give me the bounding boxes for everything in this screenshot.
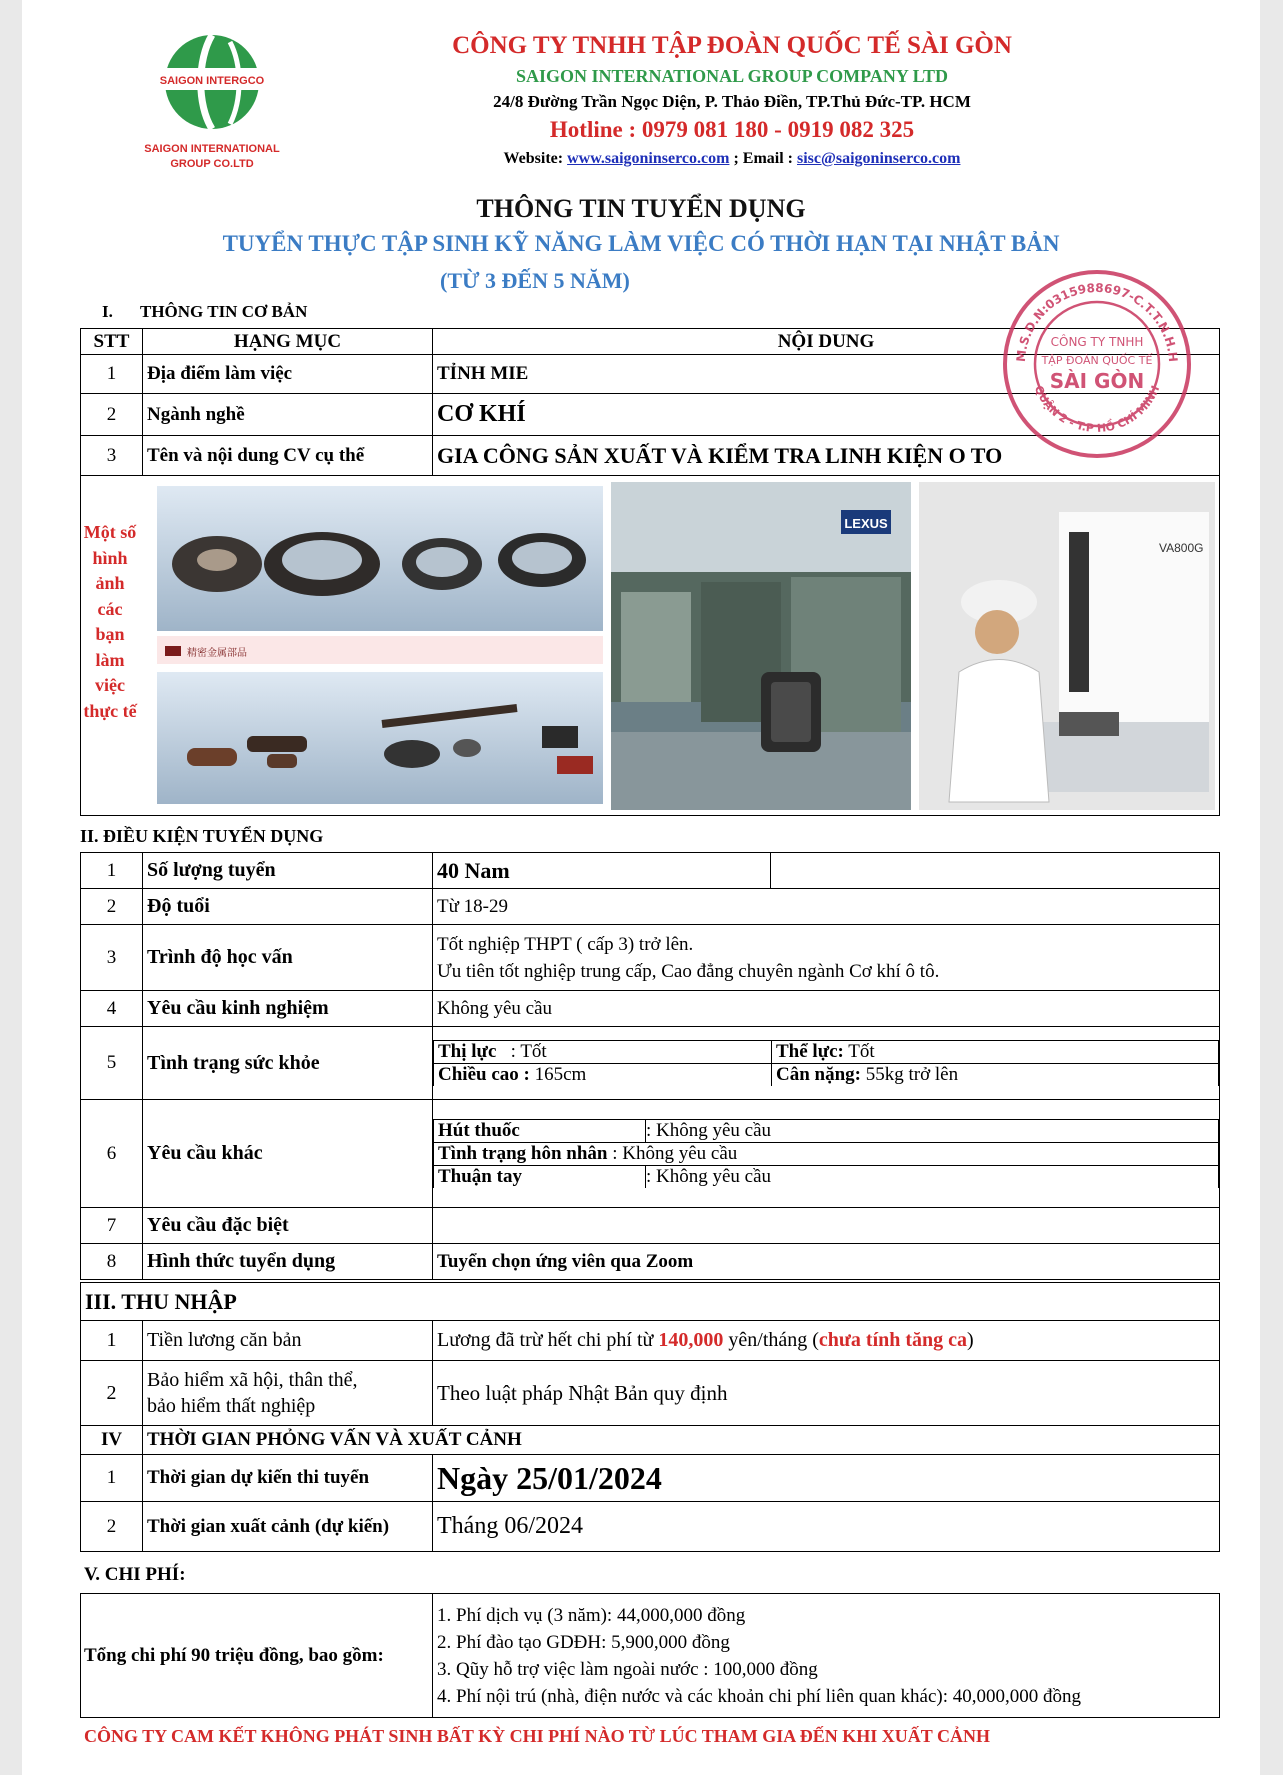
recruitment-method-value: Tuyển chọn ứng viên qua Zoom — [433, 1244, 1220, 1280]
marital-cell — [434, 1143, 1219, 1166]
factory-photo — [611, 482, 911, 810]
table-row — [81, 1502, 1220, 1552]
contact-line — [282, 150, 1182, 168]
work-photos-row — [80, 476, 1220, 816]
email-label: Email : — [742, 150, 793, 167]
row-item: Số lượng tuyển — [143, 853, 433, 889]
table-row — [81, 1594, 1220, 1718]
salary-text-post: ) — [967, 1329, 974, 1351]
row-item: Yêu cầu kinh nghiệm — [143, 991, 433, 1027]
special-requirements-value — [433, 1208, 1220, 1244]
row-number: 3 — [81, 436, 143, 476]
row-item: Địa điểm làm việc — [143, 355, 433, 394]
table-row — [81, 853, 1220, 889]
table-row — [81, 1455, 1220, 1502]
weight-label: Cân nặng: — [776, 1064, 861, 1085]
table-row — [81, 1027, 1220, 1100]
fitness-cell — [772, 1041, 1219, 1064]
header-content: NỘI DUNG — [433, 329, 1220, 355]
row-item: Độ tuổi — [143, 889, 433, 925]
section-3-header-row — [81, 1283, 1220, 1321]
website-link[interactable]: www.saigoninserco.com — [567, 150, 730, 167]
experience-value: Không yêu cầu — [433, 991, 1220, 1027]
table-row — [81, 1244, 1220, 1280]
salary-text-mid: yên/tháng ( — [723, 1329, 819, 1351]
logo-caption-2: GROUP CO.LTD — [170, 158, 254, 170]
row-item: Thời gian xuất cảnh (dự kiến) — [143, 1502, 433, 1552]
table-row — [81, 1208, 1220, 1244]
section-3-title: III. THU NHẬP — [81, 1283, 1220, 1321]
section-1-title-text: THÔNG TIN CƠ BẢN — [140, 302, 308, 321]
exam-date-value: Ngày 25/01/2024 — [433, 1455, 1220, 1502]
seal-ring-text: M.S.D.N:0315988697-C.T.T.N.H.H — [1013, 280, 1181, 363]
seal-bottom-text: QUẬN 2 - T.P HỒ CHÍ MINH — [1031, 383, 1163, 436]
weight-value: 55kg trở lên — [861, 1064, 959, 1085]
handedness-label: Thuận tay — [434, 1166, 646, 1189]
document-subtitle: TUYỂN THỰC TẬP SINH KỸ NĂNG LÀM VIỆC CÓ THỜI HẠN TẠI NHẬT BẢN — [222, 231, 1060, 256]
salary-note: chưa tính tăng ca — [818, 1329, 968, 1351]
row-number: 6 — [81, 1100, 143, 1208]
salary-amount: 140,000 — [658, 1329, 724, 1351]
company-address: 24/8 Đường Trần Ngọc Diện, P. Thảo Điền, TP.Thủ Đức-TP. HCM — [493, 92, 971, 111]
height-cell — [434, 1064, 772, 1087]
row-item: Hình thức tuyển dụng — [143, 1244, 433, 1280]
row-item: Yêu cầu khác — [143, 1100, 433, 1208]
inspection-photo — [919, 482, 1215, 810]
section-1-title — [102, 302, 307, 322]
fitness-label: Thể lực: — [776, 1041, 844, 1062]
health-cell — [433, 1027, 1220, 1100]
smoking-label: Hút thuốc — [434, 1120, 646, 1143]
marital-value: : Không yêu cầu — [607, 1143, 738, 1164]
website-label: Website: — [503, 150, 564, 167]
cost-items — [433, 1594, 1220, 1718]
age-value: Từ 18-29 — [433, 889, 1220, 925]
section-4-title: THỜI GIAN PHỎNG VẤN VÀ XUẤT CẢNH — [143, 1426, 1220, 1455]
industry-value: CƠ KHÍ — [433, 394, 1220, 436]
insurance-label-1: Bảo hiểm xã hội, thân thể, — [147, 1369, 358, 1391]
row-number: 2 — [81, 1502, 143, 1552]
row-number: 1 — [81, 355, 143, 394]
quantity-value: 40 Nam — [433, 853, 771, 889]
photo-strip-label: 精密金属部品 — [187, 648, 247, 659]
company-name-en: SAIGON INTERNATIONAL GROUP COMPANY LTD — [515, 66, 949, 86]
education-line-2: Ưu tiên tốt nghiệp trung cấp, Cao đẳng chuyên ngành Cơ khí ô tô. — [437, 960, 940, 982]
logo-caption-1: SAIGON INTERNATIONAL — [144, 143, 280, 155]
table-row — [81, 991, 1220, 1027]
total-cost-label: Tổng chi phí 90 triệu đồng, bao gồm: — [81, 1594, 433, 1718]
cost-item: 3. Qũy hỗ trợ việc làm ngoài nước : 100,000 đồng — [437, 1658, 818, 1680]
commitment-note: CÔNG TY CAM KẾT KHÔNG PHÁT SINH BẤT KỲ CHI PHÍ NÀO TỪ LÚC THAM GIA ĐẾN KHI XUẤT CẢNH — [84, 1726, 990, 1746]
height-label: Chiều cao : — [438, 1064, 530, 1085]
weight-cell — [772, 1064, 1219, 1087]
table-row — [81, 925, 1220, 991]
seal-line-3: SÀI GÒN — [1049, 369, 1145, 393]
row-number: 2 — [81, 889, 143, 925]
height-value: 165cm — [529, 1064, 587, 1085]
insurance-value: Theo luật pháp Nhật Bản quy định — [433, 1361, 1220, 1426]
factory-sign: LEXUS — [844, 516, 888, 531]
section-4-header-row — [81, 1426, 1220, 1455]
parts-photo — [157, 486, 603, 804]
table-row — [81, 889, 1220, 925]
work-location-value: TỈNH MIE — [433, 355, 1220, 394]
empty-cell — [771, 853, 1220, 889]
row-number: 3 — [81, 925, 143, 991]
machine-label: VA800G — [1159, 541, 1204, 555]
fitness-value: Tốt — [843, 1041, 875, 1062]
education-value — [433, 925, 1220, 991]
row-item: Thời gian dự kiến thi tuyển — [143, 1455, 433, 1502]
row-number: 5 — [81, 1027, 143, 1100]
header-stt: STT — [81, 329, 143, 355]
salary-text-pre: Lương đã trừ hết chi phí từ — [437, 1329, 659, 1351]
vision-cell — [434, 1041, 772, 1064]
row-item: Trình độ học vấn — [143, 925, 433, 991]
recruitment-sheet — [22, 0, 1260, 1775]
other-requirements-subtable — [433, 1119, 1219, 1188]
photo-caption: Một số hình ảnh các bạn làm việc thực tế — [83, 522, 137, 721]
smoking-value: : Không yêu cầu — [646, 1120, 1219, 1143]
row-item: Yêu cầu đặc biệt — [143, 1208, 433, 1244]
row-number: 2 — [81, 394, 143, 436]
contact-separator: ; — [733, 150, 739, 167]
departure-date-value: Tháng 06/2024 — [433, 1502, 1220, 1552]
document-duration: (TỪ 3 ĐẾN 5 NĂM) — [440, 268, 630, 293]
header-item: HẠNG MỤC — [143, 329, 433, 355]
job-description-value: GIA CÔNG SẢN XUẤT VÀ KIỂM TRA LINH KIỆN O TO — [433, 436, 1220, 476]
row-number: 1 — [81, 1321, 143, 1361]
seal-line-2: TẬP ĐOÀN QUỐC TẾ — [1041, 354, 1153, 367]
vision-value: : Tốt — [496, 1041, 547, 1062]
row-number: 8 — [81, 1244, 143, 1280]
row-item: Tình trạng sức khỏe — [143, 1027, 433, 1100]
other-requirements-cell — [433, 1100, 1220, 1208]
insurance-label-2: bảo hiểm thất nghiệp — [147, 1395, 316, 1417]
section-1-number: I. — [102, 302, 113, 321]
company-seal — [997, 264, 1197, 464]
row-item: Tiền lương căn bản — [143, 1321, 433, 1361]
hotline: Hotline : 0979 081 180 - 0919 082 325 — [549, 117, 915, 142]
logo-text: SAIGON INTERGCO — [159, 75, 265, 87]
marital-label: Tình trạng hôn nhân — [438, 1143, 608, 1164]
email-link[interactable]: sisc@saigoninserco.com — [797, 150, 961, 167]
vision-label: Thị lực — [438, 1041, 497, 1062]
income-and-schedule-table — [80, 1282, 1220, 1552]
company-name-vn: CÔNG TY TNHH TẬP ĐOÀN QUỐC TẾ SÀI GÒN — [452, 32, 1012, 59]
row-number: 7 — [81, 1208, 143, 1244]
section-5-title: V. CHI PHÍ: — [84, 1564, 186, 1585]
section-2-title: II. ĐIỀU KIỆN TUYỂN DỤNG — [80, 826, 324, 846]
table-row — [81, 1361, 1220, 1426]
row-number: 4 — [81, 991, 143, 1027]
cost-item: 2. Phí đào tạo GDĐH: 5,900,000 đồng — [437, 1631, 730, 1653]
row-item — [143, 1361, 433, 1426]
table-row — [81, 1321, 1220, 1361]
seal-line-1: CÔNG TY TNHH — [1050, 335, 1144, 349]
table-row — [81, 1100, 1220, 1208]
document-title: THÔNG TIN TUYỂN DỤNG — [476, 194, 806, 223]
row-number: 1 — [81, 1455, 143, 1502]
row-number: 2 — [81, 1361, 143, 1426]
handedness-value: : Không yêu cầu — [646, 1166, 1219, 1189]
section-4-number: IV — [81, 1426, 143, 1455]
row-item: Ngành nghề — [143, 394, 433, 436]
health-subtable — [433, 1040, 1219, 1086]
education-line-1: Tốt nghiệp THPT ( cấp 3) trở lên. — [437, 933, 694, 955]
cost-item: 4. Phí nội trú (nhà, điện nước và các khoản chi phí liên quan khác): 40,000,000 đồng — [437, 1685, 1082, 1707]
cost-item: 1. Phí dịch vụ (3 năm): 44,000,000 đồng — [437, 1604, 746, 1626]
recruitment-conditions-table — [80, 852, 1220, 1280]
row-item: Tên và nội dung CV cụ thể — [143, 436, 433, 476]
row-number: 1 — [81, 853, 143, 889]
cost-table — [80, 1593, 1220, 1718]
salary-value — [433, 1321, 1220, 1361]
